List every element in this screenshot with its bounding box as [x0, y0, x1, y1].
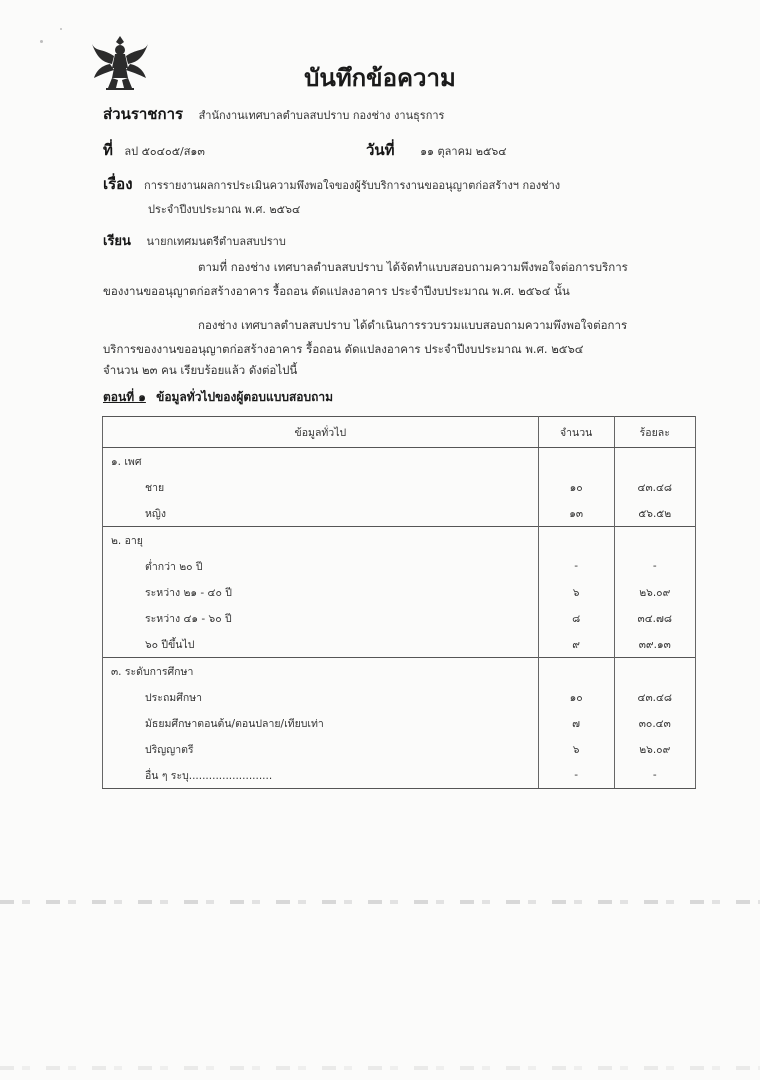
scan-artifact-line — [0, 1066, 760, 1070]
group-title-gender: ๑. เพศ — [103, 448, 539, 475]
subject-row — [103, 172, 560, 196]
para-2-line-1: กองช่าง เทศบาลตำบลสบปราบ ได้ดำเนินการรวบรวมแบบสอบถามความพึงพอใจต่อการ — [198, 318, 628, 332]
para-2-line-2: บริการของงานขออนุญาตก่อสร้างอาคาร รื้อถอน ดัดแปลงอาคาร ประจำปีงบประมาณ พ.ศ. ๒๕๖๔ — [103, 342, 584, 356]
row-count: ๖ — [538, 736, 614, 762]
table-group-row — [103, 527, 696, 554]
header-count: จำนวน — [538, 417, 614, 448]
table-row — [103, 500, 696, 527]
table-group-row — [103, 658, 696, 685]
row-label: ระหว่าง ๔๑ - ๖๐ ปี — [103, 605, 539, 631]
row-count: ๗ — [538, 710, 614, 736]
table-row — [103, 474, 696, 500]
row-count: ๑๐ — [538, 474, 614, 500]
row-count: - — [538, 762, 614, 789]
table-row — [103, 684, 696, 710]
garuda-emblem-icon — [88, 30, 152, 94]
subject-line-1: การรายงานผลการประเมินความพึงพอใจของผู้รับบริการงานขออนุญาตก่อสร้างฯ กองช่าง — [144, 179, 561, 192]
group-title-education: ๓. ระดับการศึกษา — [103, 658, 539, 685]
row-percent: ๔๓.๔๘ — [614, 474, 695, 500]
ref-row — [103, 138, 205, 162]
table-row — [103, 762, 696, 789]
para-1-line-1: ตามที่ กองช่าง เทศบาลตำบลสบปราบ ได้จัดทำแบบสอบถามความพึงพอใจต่อการบริการ — [198, 260, 628, 274]
table-row — [103, 553, 696, 579]
agency-label: ส่วนราชการ — [103, 105, 184, 123]
section-label: ตอนที่ ๑ — [103, 390, 146, 404]
respondent-info-table — [102, 416, 696, 789]
to-value: นายกเทศมนตรีตำบลสบปราบ — [146, 235, 286, 248]
subject-line-2: ประจำปีงบประมาณ พ.ศ. ๒๕๖๔ — [148, 203, 301, 216]
row-label: ประถมศึกษา — [103, 684, 539, 710]
row-label: ระหว่าง ๒๑ - ๔๐ ปี — [103, 579, 539, 605]
row-label: หญิง — [103, 500, 539, 527]
row-count: ๙ — [538, 631, 614, 658]
row-percent: ๒๖.๐๙ — [614, 579, 695, 605]
table-row — [103, 579, 696, 605]
header-general-info: ข้อมูลทั่วไป — [103, 417, 539, 448]
group-title-age: ๒. อายุ — [103, 527, 539, 554]
scan-speck — [40, 40, 43, 43]
row-count: ๑๐ — [538, 684, 614, 710]
date-row — [366, 138, 507, 162]
table-row — [103, 631, 696, 658]
row-percent: ๓๔.๗๘ — [614, 605, 695, 631]
para-2-line-3: จำนวน ๒๓ คน เรียบร้อยแล้ว ดังต่อไปนี้ — [103, 363, 298, 377]
row-label: ต่ำกว่า ๒๐ ปี — [103, 553, 539, 579]
row-label: อื่น ๆ ระบุ......................... — [103, 762, 539, 789]
scan-speck — [60, 28, 62, 30]
table-group-row — [103, 448, 696, 475]
table-row — [103, 736, 696, 762]
row-count: ๖ — [538, 579, 614, 605]
row-label: ชาย — [103, 474, 539, 500]
ref-value: ลป ๕๐๔๐๕/ส๑๓ — [124, 145, 205, 158]
to-row — [103, 230, 286, 251]
row-count: ๑๓ — [538, 500, 614, 527]
to-label: เรียน — [103, 234, 131, 249]
table-row — [103, 710, 696, 736]
row-label: ปริญญาตรี — [103, 736, 539, 762]
row-count: ๘ — [538, 605, 614, 631]
memo-title: บันทึกข้อความ — [304, 64, 456, 92]
ref-label: ที่ — [103, 141, 113, 159]
row-percent: - — [614, 553, 695, 579]
scan-artifact-line — [0, 900, 760, 904]
date-value: ๑๑ ตุลาคม ๒๕๖๔ — [420, 145, 507, 158]
row-percent: ๔๓.๔๘ — [614, 684, 695, 710]
row-percent: ๓๙.๑๓ — [614, 631, 695, 658]
row-label: มัธยมศึกษาตอนต้น/ตอนปลาย/เทียบเท่า — [103, 710, 539, 736]
table-header-row — [103, 417, 696, 448]
row-label: ๖๐ ปีขึ้นไป — [103, 631, 539, 658]
section-heading — [103, 388, 333, 407]
table-row — [103, 605, 696, 631]
row-count: - — [538, 553, 614, 579]
para-1-line-2: ของงานขออนุญาตก่อสร้างอาคาร รื้อถอน ดัดแปลงอาคาร ประจำปีงบประมาณ พ.ศ. ๒๕๖๔ นั้น — [103, 284, 570, 298]
row-percent: ๕๖.๕๒ — [614, 500, 695, 527]
row-percent: ๒๖.๐๙ — [614, 736, 695, 762]
header-percent: ร้อยละ — [614, 417, 695, 448]
agency-row — [103, 102, 444, 126]
row-percent: ๓๐.๔๓ — [614, 710, 695, 736]
subject-label: เรื่อง — [103, 175, 133, 193]
section-title: ข้อมูลทั่วไปของผู้ตอบแบบสอบถาม — [156, 390, 334, 404]
agency-value: สำนักงานเทศบาลตำบลสบปราบ กองช่าง งานธุรการ — [198, 109, 445, 122]
row-percent: - — [614, 762, 695, 789]
date-label: วันที่ — [366, 141, 395, 159]
